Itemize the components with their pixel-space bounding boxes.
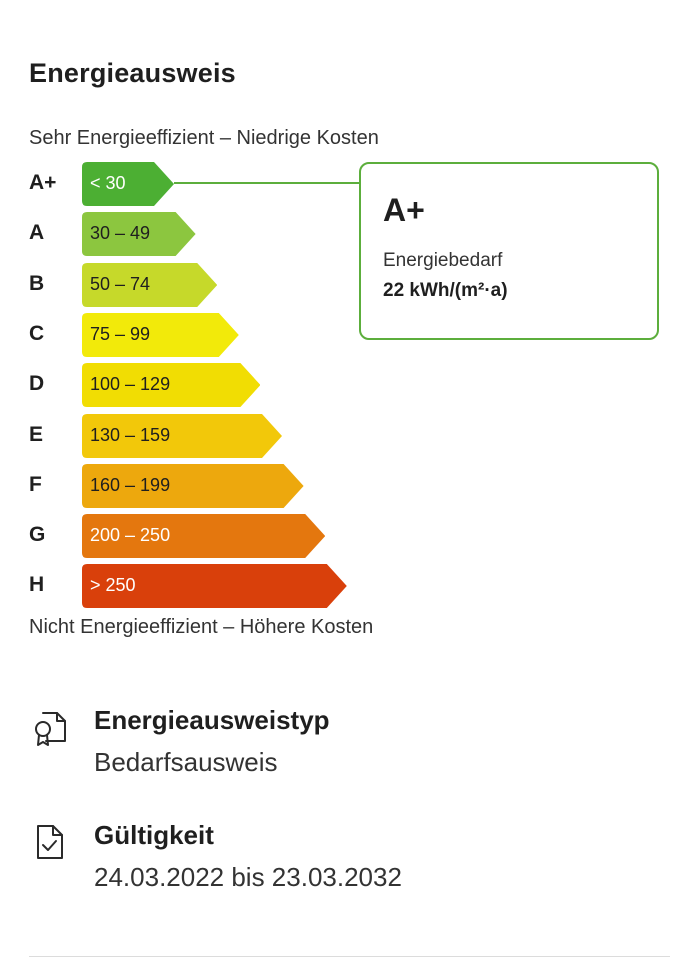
page-title: Energieausweis [29,58,236,88]
energy-class-row [0,212,360,256]
energy-class-row [0,162,360,206]
scale-bottom-caption: Nicht Energieeffizient – Höhere Kosten [29,616,374,638]
energy-class-range: < 30 [90,173,126,193]
energy-class-range: > 250 [90,575,136,596]
energy-class-row [0,263,360,307]
energy-class-row [0,313,360,357]
energy-class-range: 30 – 49 [90,223,151,244]
certificate-type-value: Bedarfsausweis [94,747,278,777]
energy-class-range: 130 – 159 [90,424,171,445]
energy-class-bar [82,514,325,558]
document-check-icon [32,822,68,862]
result-value: 22 kWh/(m²·a) [383,280,508,301]
energy-class-letter: D [29,372,45,396]
energy-class-letter: C [29,321,45,345]
energy-class-range: 200 – 250 [90,525,171,546]
validity-heading: Gültigkeit [94,820,214,850]
certificate-icon [32,707,68,747]
result-class: A+ [383,192,425,228]
energy-class-bar [82,564,347,608]
energy-class-bar [82,363,260,407]
energy-class-letter: H [29,573,45,597]
energy-class-row [0,363,360,407]
energy-class-row [0,564,360,608]
energy-class-bar [82,162,174,206]
energy-class-bar [82,212,196,256]
scale-top-caption: Sehr Energieeffizient – Niedrige Kosten [29,127,379,149]
energy-class-row [0,464,360,508]
energy-class-bar [82,464,304,508]
certificate-type-heading: Energieausweistyp [94,705,330,735]
result-connector-line [174,182,360,184]
result-label: Energiebedarf [383,250,503,271]
energy-class-range: 100 – 129 [90,374,171,395]
validity-value: 24.03.2022 bis 23.03.2032 [94,862,402,892]
result-card [359,162,659,340]
energy-class-letter: A+ [29,171,57,194]
energy-class-row [0,514,360,558]
energy-class-range: 160 – 199 [90,474,171,495]
energy-class-bar [82,414,282,458]
energy-class-range: 50 – 74 [90,273,151,294]
energy-class-row [0,414,360,458]
energy-class-bar [82,313,239,357]
energy-class-bar [82,263,217,307]
energy-class-range: 75 – 99 [90,323,151,344]
energy-class-letter: E [29,422,44,446]
divider [29,956,670,957]
energy-class-letter: G [29,523,46,547]
energy-class-letter: B [29,271,45,295]
energy-class-letter: F [29,472,42,496]
energy-class-letter: A [29,221,45,245]
